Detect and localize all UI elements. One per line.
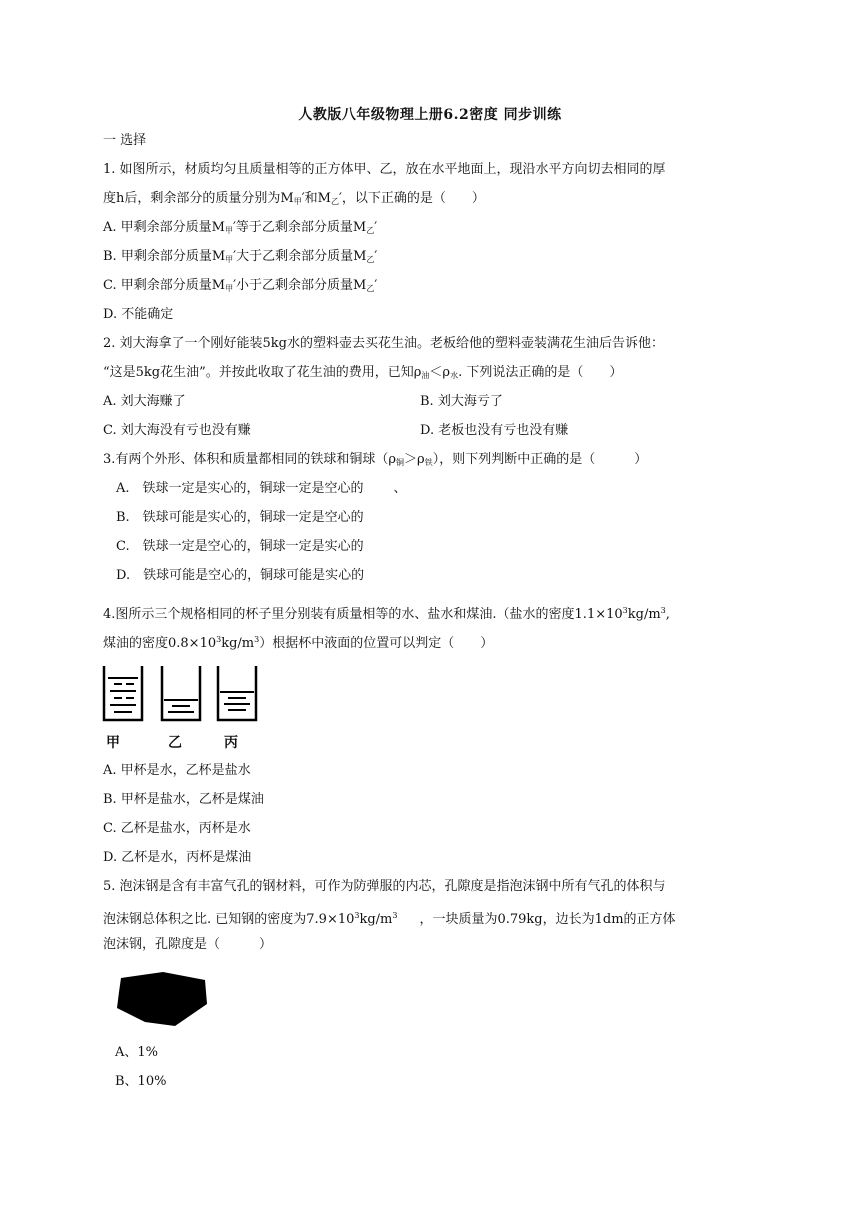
page-title: 人教版八年级物理上册6.2密度 同步训练 xyxy=(298,107,562,123)
q2-option-b: B. 刘大海亏了 xyxy=(420,394,503,409)
q2-option-a: A. 刘大海赚了 xyxy=(103,394,186,409)
q3-option-d: D. 铁球可能是空心的，铜球可能是实心的 xyxy=(116,568,365,583)
q2-stem-line1: 2. 刘大海拿了一个刚好能装5kg水的塑料壶去买花生油。老板给他的塑料壶装满花生油后告诉他： xyxy=(103,336,665,351)
foam-steel-image xyxy=(115,970,210,1030)
q5-stem-line2: 泡沫钢总体积之比. 已知钢的密度为$7.9\times 10^3kg/m^3$ ，一块质量为0.79kg，边长为1dm的正方体 xyxy=(103,911,676,927)
cup-jia-liquid xyxy=(108,678,138,712)
q4-option-a: A. 甲杯是水，乙杯是盐水 xyxy=(103,763,251,778)
q2-stem-line2: “这是5kg花生油”。并按此收取了花生油的费用，已知$\rho_油<\rho_水$. 下列说法正确的是（ ） xyxy=(103,365,623,380)
cup-label-bing: 丙 xyxy=(224,735,238,751)
q3-option-b: B. 铁球可能是实心的，铜球一定是空心的 xyxy=(116,510,364,525)
three-cups-figure xyxy=(100,664,270,756)
q5-option-b: B、10% xyxy=(115,1074,167,1089)
q4-stem-line2: 煤油的密度$0.8\times 10^3kg/m^3$）根据杯中液面的位置可以判定（ ） xyxy=(103,635,494,651)
q1-stem-line2: 度h后，剩余部分的质量分别为$M_甲'$和$M_乙'$，以下正确的是（ ） xyxy=(103,191,485,206)
q1-option-b: B. 甲剩余部分质量$M_甲'$大于乙剩余部分质量$M_乙'$ xyxy=(103,249,378,264)
q1-stem-line1: 1. 如图所示，材质均匀且质量相等的正方体甲、乙，放在水平地面上，现沿水平方向切去相同的厚 xyxy=(103,162,666,177)
section-heading: 一 选择 xyxy=(103,133,147,148)
q1-option-c: C. 甲剩余部分质量$M_甲'$小于乙剩余部分质量$M_乙'$ xyxy=(103,278,378,293)
q4-stem-line1: 4.图所示三个规格相同的杯子里分别装有质量相等的水、盐水和煤油.（盐水的密度$1.1\times 10^3kg/m^3$, xyxy=(103,606,670,622)
q3-option-c: C. 铁球一定是空心的，铜球一定是实心的 xyxy=(116,539,364,554)
q4-option-d: D. 乙杯是水，丙杯是煤油 xyxy=(103,850,252,865)
cup-label-yi: 乙 xyxy=(168,735,182,751)
q1-option-d: D. 不能确定 xyxy=(103,307,174,322)
q3-option-a: A. 铁球一定是实心的，铜球一定是空心的 、 xyxy=(116,481,407,496)
q3-stem: 3.有两个外形、体积和质量都相同的铁球和铜球$(\rho_铜>\rho_铁)$，则下列判断中正确的是（ ） xyxy=(103,452,648,467)
cup-bing-liquid xyxy=(220,692,254,710)
q5-stem-line1: 5. 泡沫钢是含有丰富气孔的钢材料，可作为防弹服的内芯，孔隙度是指泡沫钢中所有气孔的体积与 xyxy=(103,879,666,894)
q2-option-d: D. 老板也没有亏也没有赚 xyxy=(420,423,569,438)
q2-option-c: C. 刘大海没有亏也没有赚 xyxy=(103,423,251,438)
q5-stem-line3: 泡沫钢，孔隙度是（ ） xyxy=(103,937,273,952)
cup-label-jia: 甲 xyxy=(106,735,120,751)
q4-option-b: B. 甲杯是盐水，乙杯是煤油 xyxy=(103,792,264,807)
q4-option-c: C. 乙杯是盐水，丙杯是水 xyxy=(103,821,251,836)
q1-option-a: A. 甲剩余部分质量$M_甲'$等于乙剩余部分质量$M_乙'$ xyxy=(103,220,378,235)
cup-yi-liquid xyxy=(164,700,198,712)
q5-option-a: A、1% xyxy=(115,1045,159,1060)
